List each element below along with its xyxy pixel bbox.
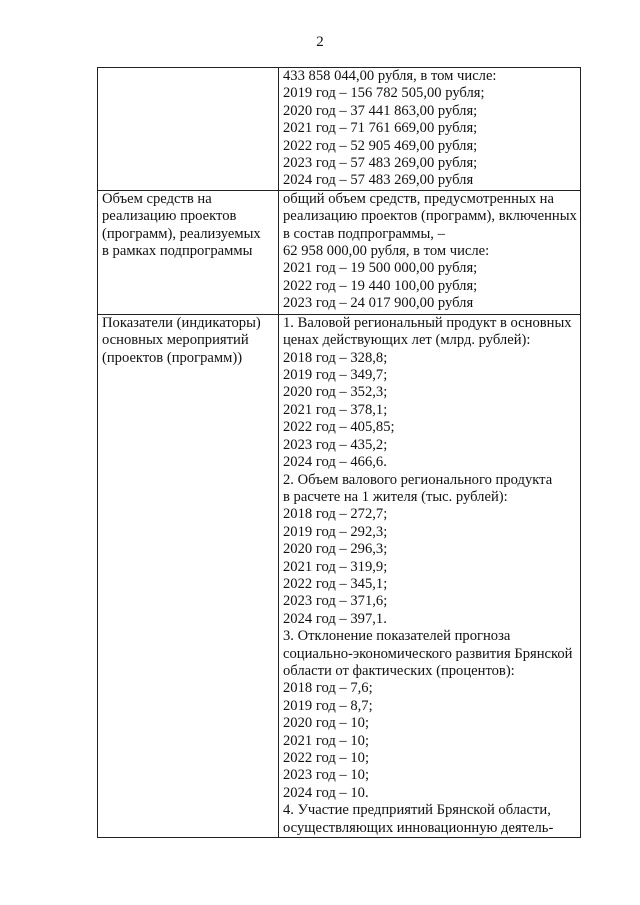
text-line: 2024 год – 466,6. bbox=[283, 454, 387, 471]
text-line: области от фактических (процентов): bbox=[283, 662, 515, 679]
text-line: 2023 год – 371,6; bbox=[283, 593, 388, 610]
text-line: 62 958 000,00 рубля, в том числе: bbox=[283, 243, 490, 260]
table-row bbox=[98, 68, 581, 191]
text-line: 2018 год – 328,8; bbox=[283, 349, 388, 366]
text-line: 2023 год – 435,2; bbox=[283, 436, 388, 453]
table-row bbox=[98, 190, 581, 314]
text-line: 2020 год – 10; bbox=[283, 715, 370, 732]
text-line: (программ), реализуемых bbox=[102, 225, 261, 242]
text-line: 2020 год – 37 441 863,00 рубля; bbox=[283, 102, 478, 119]
text-line: осуществляющих инновационную деятель- bbox=[283, 819, 554, 836]
text-line: 2021 год – 319,9; bbox=[283, 558, 388, 575]
text-line: социально-экономического развития Брянской bbox=[283, 645, 573, 662]
text-line: 2023 год – 57 483 269,00 рубля; bbox=[283, 155, 478, 172]
text-line: 2023 год – 24 017 900,00 рубля bbox=[283, 295, 474, 312]
text-line: 2020 год – 296,3; bbox=[283, 541, 388, 558]
text-line: 433 858 044,00 рубля, в том числе: bbox=[283, 68, 497, 84]
text-line: 2022 год – 19 440 100,00 рубля; bbox=[283, 277, 478, 294]
row-label-cell bbox=[98, 190, 279, 314]
text-line: 2024 год – 10. bbox=[283, 784, 369, 801]
text-line: реализацию проектов bbox=[102, 208, 237, 225]
row-value-cell bbox=[279, 314, 581, 837]
row-label-cell bbox=[98, 68, 279, 191]
row-label-cell bbox=[98, 314, 279, 837]
text-line: 2019 год – 292,3; bbox=[283, 523, 388, 540]
text-line: ценах действующих лет (млрд. рублей): bbox=[283, 332, 531, 349]
text-line: Показатели (индикаторы) bbox=[102, 314, 261, 331]
text-line: 2020 год – 352,3; bbox=[283, 384, 388, 401]
text-line: 2019 год – 156 782 505,00 рубля; bbox=[283, 85, 485, 102]
text-line: 2022 год – 405,85; bbox=[283, 419, 395, 436]
text-line: в состав подпрограммы, – bbox=[283, 225, 445, 242]
program-passport-table bbox=[97, 67, 581, 838]
text-line: 3. Отклонение показателей прогноза bbox=[283, 628, 511, 645]
text-line: 4. Участие предприятий Брянской области, bbox=[283, 802, 551, 819]
text-line: 2024 год – 397,1. bbox=[283, 610, 387, 627]
text-line: Объем средств на bbox=[102, 190, 212, 207]
table-row bbox=[98, 314, 581, 837]
text-line: основных мероприятий bbox=[102, 332, 249, 349]
text-line: общий объем средств, предусмотренных на bbox=[283, 190, 554, 207]
text-line: 2021 год – 10; bbox=[283, 732, 370, 749]
text-line: 2022 год – 52 905 469,00 рубля; bbox=[283, 137, 478, 154]
text-line: 2021 год – 71 761 669,00 рубля; bbox=[283, 120, 478, 137]
text-line: реализацию проектов (программ), включенных bbox=[283, 208, 577, 225]
text-line: 2022 год – 10; bbox=[283, 750, 370, 766]
text-line: в расчете на 1 жителя (тыс. рублей): bbox=[283, 488, 508, 505]
text-line: 1. Валовой региональный продукт в основных bbox=[283, 314, 572, 331]
text-line: 2021 год – 19 500 000,00 рубля; bbox=[283, 260, 478, 277]
row-value-cell bbox=[279, 190, 581, 314]
text-line: 2022 год – 345,1; bbox=[283, 575, 388, 592]
text-line: 2021 год – 378,1; bbox=[283, 401, 388, 418]
text-line: 2023 год – 10; bbox=[283, 767, 370, 784]
text-line: 2. Объем валового регионального продукта bbox=[283, 471, 553, 488]
page-number: 2 bbox=[316, 34, 324, 50]
row-value-cell bbox=[279, 68, 581, 191]
text-line: в рамках подпрограммы bbox=[102, 243, 253, 260]
text-line: 2024 год – 57 483 269,00 рубля bbox=[283, 172, 474, 189]
text-line: 2019 год – 8,7; bbox=[283, 697, 373, 714]
text-line: 2018 год – 272,7; bbox=[283, 506, 388, 523]
text-line: 2018 год – 7,6; bbox=[283, 680, 373, 697]
text-line: 2019 год – 349,7; bbox=[283, 367, 388, 384]
text-line: (проектов (программ)) bbox=[102, 349, 243, 366]
